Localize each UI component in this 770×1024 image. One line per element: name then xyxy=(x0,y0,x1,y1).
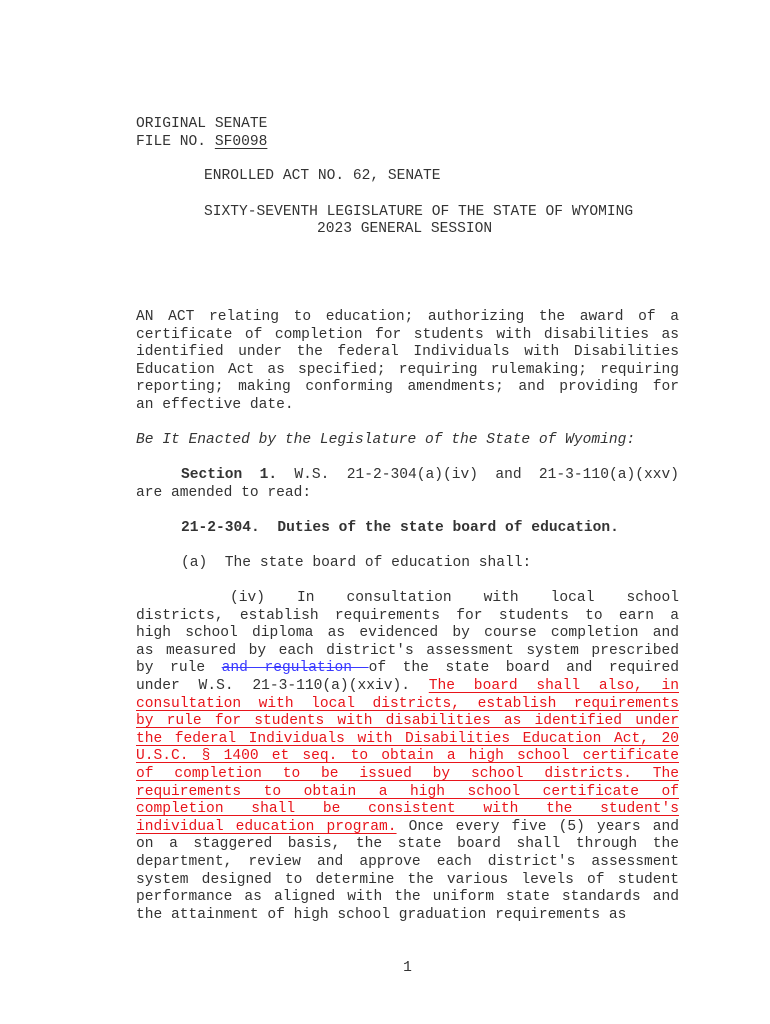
text-line xyxy=(136,960,679,978)
text-segment: an effective date. xyxy=(136,396,294,413)
session xyxy=(317,221,517,239)
page-number xyxy=(136,960,679,978)
text-line xyxy=(136,397,679,415)
text-line xyxy=(181,555,679,573)
legislature xyxy=(204,204,664,222)
file-header xyxy=(136,116,336,151)
text-segment: by rule xyxy=(136,660,222,677)
text-segment: on a staggered basis, the state board shall through the xyxy=(136,836,679,853)
underlined-text: SF0098 xyxy=(214,133,268,150)
text-line xyxy=(136,678,679,696)
text-line xyxy=(136,643,679,661)
italic-text: Be It Enacted by the Legislature of the State of Wyoming: xyxy=(136,432,636,448)
text-segment: are amended to read: xyxy=(136,484,312,501)
section-1 xyxy=(136,467,679,502)
inserted-text: completion shall be consistent with the student's xyxy=(136,801,679,818)
text-segment: as measured by each district's assessment system prescribed xyxy=(136,642,679,659)
inserted-text: by rule for students with disabilities as identified under xyxy=(136,713,679,730)
inserted-text: of completion to be issued by school districts. The xyxy=(136,765,679,782)
text-line xyxy=(204,168,504,186)
inserted-text: The board shall also, in xyxy=(428,677,679,694)
text-line xyxy=(136,696,679,714)
text-line xyxy=(136,625,679,643)
paragraph-iv xyxy=(136,590,679,924)
text-segment: AN ACT relating to education; authorizing the award of a xyxy=(136,309,679,325)
text-segment: ORIGINAL SENATE xyxy=(136,116,268,132)
inserted-text: requirements to obtain a high school certificate of xyxy=(136,783,679,800)
text-segment: districts, establish requirements for students to earn a xyxy=(136,607,679,624)
bold-text: Section 1. xyxy=(181,467,278,483)
text-segment: SIXTY-SEVENTH LEGISLATURE OF THE STATE OF WYOMING xyxy=(204,204,634,220)
text-segment: the attainment of high school graduation requirements as xyxy=(136,906,627,923)
text-segment: (iv) In consultation with local school xyxy=(230,590,679,606)
text-line xyxy=(136,819,679,837)
text-segment: reporting; making conforming amendments; and providing for xyxy=(136,379,679,396)
text-line xyxy=(136,907,679,925)
text-segment: Once every five (5) years and xyxy=(396,818,679,835)
text-line xyxy=(136,467,679,485)
text-line xyxy=(136,784,679,802)
text-segment: certificate of completion for students with disabilities as xyxy=(136,326,679,343)
text-segment: system designed to determine the various levels of student xyxy=(136,871,679,888)
text-line xyxy=(136,485,679,503)
text-segment: W.S. 21-2-304(a)(iv) and 21-3-110(a)(xxv) xyxy=(277,467,680,483)
text-segment: department, review and approve each district's assessment xyxy=(136,853,679,870)
inserted-text: the federal Individuals with Disabilities Education Act, 20 xyxy=(136,730,679,747)
text-segment: FILE NO. xyxy=(136,133,215,150)
text-line xyxy=(136,608,679,626)
statute-heading xyxy=(181,520,679,538)
subsection-a xyxy=(181,555,679,573)
text-segment: performance as aligned with the uniform state standards and xyxy=(136,889,679,906)
inserted-text: consultation with local districts, establish requirements xyxy=(136,695,679,712)
text-line xyxy=(136,836,679,854)
text-line xyxy=(136,344,679,362)
text-segment: 2023 GENERAL SESSION xyxy=(317,221,493,237)
text-line xyxy=(181,520,679,538)
text-line xyxy=(136,362,679,380)
text-line xyxy=(317,221,517,239)
text-segment: high school diploma as evidenced by course completion and xyxy=(136,625,679,642)
enacting-clause xyxy=(136,432,679,450)
text-segment: of the state board and required xyxy=(368,660,679,677)
text-line xyxy=(136,854,679,872)
text-line xyxy=(136,116,336,134)
text-line xyxy=(136,731,679,749)
text-segment: (a) The state board of education shall: xyxy=(181,555,532,571)
bold-text: 21-2-304. Duties of the state board of education. xyxy=(181,520,619,536)
text-line xyxy=(136,801,679,819)
text-line xyxy=(136,766,679,784)
text-line xyxy=(136,134,336,152)
text-line xyxy=(136,872,679,890)
inserted-text: individual education program. xyxy=(136,818,397,835)
text-line xyxy=(136,748,679,766)
text-line xyxy=(136,889,679,907)
text-line xyxy=(136,713,679,731)
inserted-text: U.S.C. § 1400 et seq. to obtain a high school certificate xyxy=(136,748,679,765)
enrolled-act xyxy=(204,168,504,186)
text-segment: ENROLLED ACT NO. 62, SENATE xyxy=(204,168,441,184)
deleted-text: and regulation xyxy=(221,660,369,677)
text-line xyxy=(136,379,679,397)
text-line xyxy=(136,590,679,608)
text-line xyxy=(136,309,679,327)
text-line xyxy=(204,204,664,222)
text-segment: Education Act as specified; requiring rulemaking; requiring xyxy=(136,361,679,378)
text-line xyxy=(136,432,679,450)
text-line xyxy=(136,327,679,345)
text-segment: under W.S. 21-3-110(a)(xxiv). xyxy=(136,677,429,694)
text-segment: 1 xyxy=(403,960,412,976)
text-segment: identified under the federal Individuals with Disabilities xyxy=(136,344,679,361)
act-title xyxy=(136,309,679,415)
text-line xyxy=(136,660,679,678)
